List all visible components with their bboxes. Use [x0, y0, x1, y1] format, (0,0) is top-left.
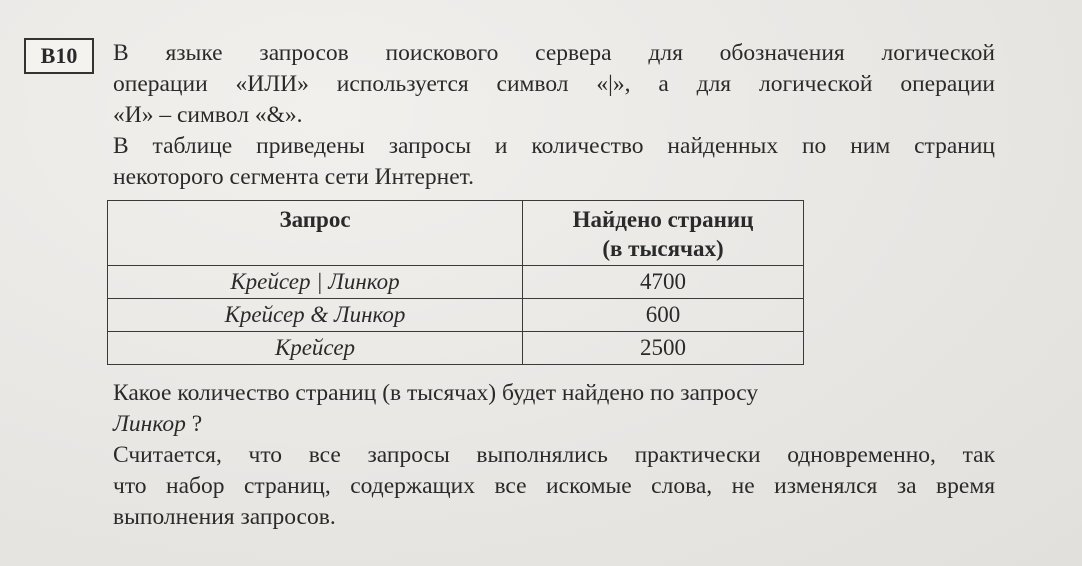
cell-query: Крейсер [108, 332, 523, 365]
header-query-label: Запрос [279, 207, 351, 232]
header-found-line2: (в тысячах) [602, 236, 724, 261]
task-question [113, 378, 995, 533]
header-found-line1: Найдено страниц [572, 207, 754, 232]
question-mark: ? [185, 411, 203, 437]
note-line-2: что набор страниц, содержащих все искомые слова, не изменялся за время [113, 473, 995, 499]
question-query-word: Линкор [113, 411, 186, 437]
cell-count: 600 [523, 299, 804, 332]
table-row [108, 332, 804, 365]
header-found [523, 201, 804, 266]
cell-count: 2500 [523, 332, 804, 365]
cell-count: 4700 [523, 266, 804, 299]
task-intro [113, 38, 995, 193]
question-query-line [113, 409, 995, 440]
intro-line-2: операции «ИЛИ» используется символ «|», а для логической операции [113, 71, 995, 97]
table-row [108, 299, 804, 332]
task-number: B10 [40, 43, 78, 68]
intro-line-3: «И» – символ «&». [113, 102, 303, 128]
note-line-1: Считается, что все запросы выполнялись практически одновременно, так [113, 442, 995, 468]
query-table-wrapper [107, 200, 804, 365]
header-query [108, 201, 523, 266]
question-line-1: Какое количество страниц (в тысячах) будет найдено по запросу [113, 380, 759, 406]
task-number-badge [24, 38, 94, 74]
table-row [108, 266, 804, 299]
intro-line-1: В языке запросов поискового сервера для обозначения логической [113, 40, 995, 66]
cell-query: Крейсер & Линкор [108, 299, 523, 332]
note-line-3: выполнения запросов. [113, 504, 336, 530]
query-table [107, 200, 804, 365]
cell-query: Крейсер | Линкор [108, 266, 523, 299]
intro-line-4: В таблице приведены запросы и количество найденных по ним страниц [113, 133, 995, 159]
intro-line-5: некоторого сегмента сети Интернет. [113, 164, 475, 190]
table-header-row [108, 201, 804, 266]
